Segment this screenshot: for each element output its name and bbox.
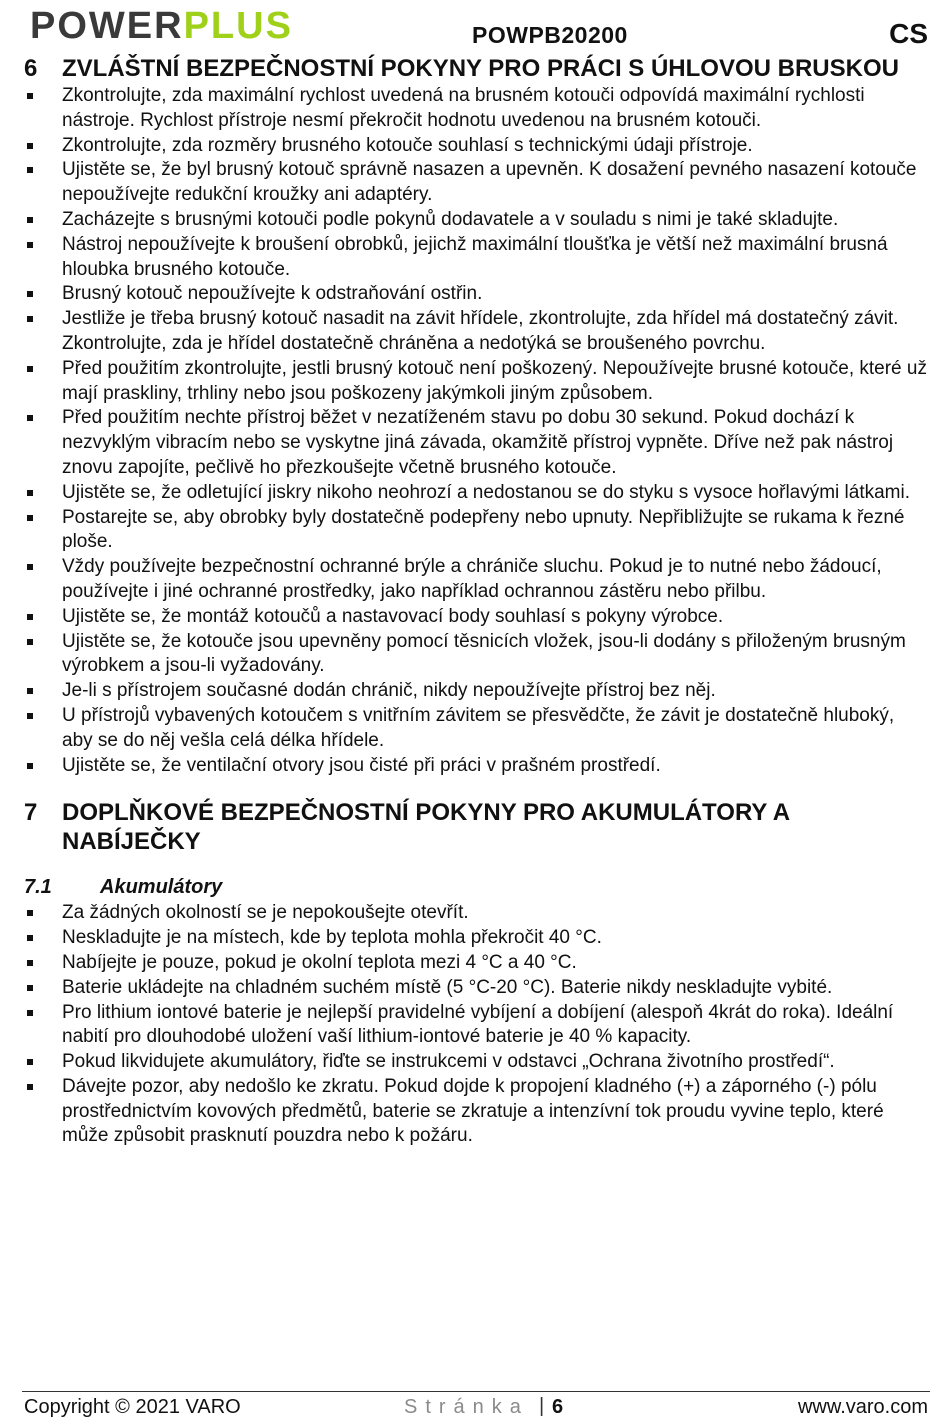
section-7-heading	[24, 798, 930, 856]
list-item: Je-li s přístrojem současné dodán chránič, nikdy nepoužívejte přístroj bez něj.	[24, 679, 930, 704]
list-item: Nabíjejte je pouze, pokud je okolní teplota mezi 4 °C a 40 °C.	[24, 951, 930, 976]
list-item: Za žádných okolností se je nepokoušejte otevřít.	[24, 901, 930, 926]
section-title: DOPLŇKOVÉ BEZPEČNOSTNÍ POKYNY PRO AKUMULÁTORY A NABÍJEČKY	[62, 799, 790, 856]
section-6-heading	[24, 54, 930, 83]
page-label: Stránka	[404, 1396, 529, 1418]
section-title: ZVLÁŠTNÍ BEZPEČNOSTNÍ POKYNY PRO PRÁCI S ÚHLOVOU BRUSKOU	[62, 55, 899, 82]
list-item: Postarejte se, aby obrobky byly dostatečně podepřeny nebo upnuty. Nepřibližujte se rukama k řezné ploše.	[24, 506, 930, 556]
subsection-title: Akumulátory	[100, 876, 223, 899]
list-item: Zkontrolujte, zda rozměry brusného kotouče souhlasí s technickými údaji přístroje.	[24, 134, 930, 159]
list-item: Baterie ukládejte na chladném suchém místě (5 °C-20 °C). Baterie nikdy neskladujte vybité.	[24, 976, 930, 1001]
subsection-number: 7.1	[24, 876, 52, 899]
section-number: 7	[24, 799, 38, 827]
section-number: 6	[24, 55, 38, 82]
page-separator: |	[539, 1395, 545, 1417]
list-item: Jestliže je třeba brusný kotouč nasadit na závit hřídele, zkontrolujte, zda hřídel má dostatečný závit. Zkontrolujte, zda je hřídel dostatečně chráněna a nedotýká se broušeného povrchu.	[24, 307, 930, 357]
list-item: Zkontrolujte, zda maximální rychlost uvedená na brusném kotouči odpovídá maximální rychlosti nástroje. Rychlost přístroje nesmí překročit hodnotu uvedenou na brusném kotouči.	[24, 84, 930, 134]
list-item: Ujistěte se, že odletující jiskry nikoho neohrozí a nedostanou se do styku s vysoce hořlavými látkami.	[24, 481, 930, 506]
list-item: Pokud likvidujete akumulátory, řiďte se instrukcemi v odstavci „Ochrana životního prostředí“.	[24, 1050, 930, 1075]
list-item: Vždy používejte bezpečnostní ochranné brýle a chrániče sluchu. Pokud je to nutné nebo žádoucí, používejte i jiné ochranné prostředky, jako například ochrannou zástěru nebo přilbu.	[24, 555, 930, 605]
page-number: 6	[552, 1396, 564, 1418]
list-item: Zacházejte s brusnými kotouči podle pokynů dodavatele a v souladu s nimi je také skladujte.	[24, 208, 930, 233]
footer-divider	[22, 1391, 930, 1392]
list-item: Ujistěte se, že byl brusný kotouč správně nasazen a upevněn. K dosažení pevného nasazení kotouče nepoužívejte redukční kroužky ani adaptéry.	[24, 158, 930, 208]
subsection-7-1-heading	[24, 874, 930, 900]
list-item: Neskladujte je na místech, kde by teplota mohla překročit 40 °C.	[24, 926, 930, 951]
list-item: Ujistěte se, že ventilační otvory jsou čisté při práci v prašném prostředí.	[24, 754, 930, 779]
list-item: U přístrojů vybavených kotoučem s vnitřním závitem se přesvědčte, že závit je dostatečně hluboký, aby se do něj vešla celá délka hřídele.	[24, 704, 930, 754]
brand-logo	[30, 4, 293, 48]
page-footer	[24, 1396, 928, 1422]
list-item: Ujistěte se, že kotouče jsou upevněny pomocí těsnicích vložek, jsou-li dodány s přiloženým brusným výrobkem a jsou-li vyžadovány.	[24, 630, 930, 680]
copyright-text: Copyright © 2021 VARO	[24, 1396, 241, 1418]
list-item: Ujistěte se, že montáž kotoučů a nastavovací body souhlasí s pokyny výrobce.	[24, 605, 930, 630]
list-item: Dávejte pozor, aby nedošlo ke zkratu. Pokud dojde k propojení kladného (+) a záporného (-) pólu prostřednictvím kovových předmětů, baterie se zkratuje a intenzívní tok proudu vyvine teplo, které může způsobit prasknutí pouzdra nebo k požáru.	[24, 1075, 930, 1149]
list-item: Před použitím zkontrolujte, jestli brusný kotouč není poškozený. Nepoužívejte brusné kotouče, které už mají praskliny, trhliny nebo jsou poškozeny jakýmkoli jiným způsobem.	[24, 357, 930, 407]
list-item: Brusný kotouč nepoužívejte k odstraňování ostřin.	[24, 282, 930, 307]
language-code: CS	[889, 18, 928, 49]
website-url: www.varo.com	[797, 1396, 928, 1418]
list-item: Pro lithium iontové baterie je nejlepší pravidelné vybíjení a dobíjení (alespoň 4krát do roka). Ideální nabití pro dlouhodobé uložení vaší lithium-iontové baterie je 40 % kapacity.	[24, 1001, 930, 1051]
logo-text-power: POWER	[30, 5, 184, 47]
page-header	[0, 0, 950, 56]
logo-text-plus: PLUS	[183, 5, 293, 47]
list-item: Před použitím nechte přístroj běžet v nezatíženém stavu po dobu 30 sekund. Pokud dochází k nezvyklým vibracím nebo se vyskytne jiná závada, okamžitě přístroj vypněte. Dříve než pak nástroj znovu zapojíte, pečlivě ho přezkoušejte včetně brusného kotouče.	[24, 406, 930, 480]
model-number: POWPB20200	[472, 22, 628, 48]
section-6-list	[24, 84, 930, 778]
list-item: Nástroj nepoužívejte k broušení obrobků, jejichž maximální tloušťka je větší než maximální brusná hloubka brusného kotouče.	[24, 233, 930, 283]
section-7-list	[24, 901, 930, 1149]
page-content	[24, 54, 930, 1149]
